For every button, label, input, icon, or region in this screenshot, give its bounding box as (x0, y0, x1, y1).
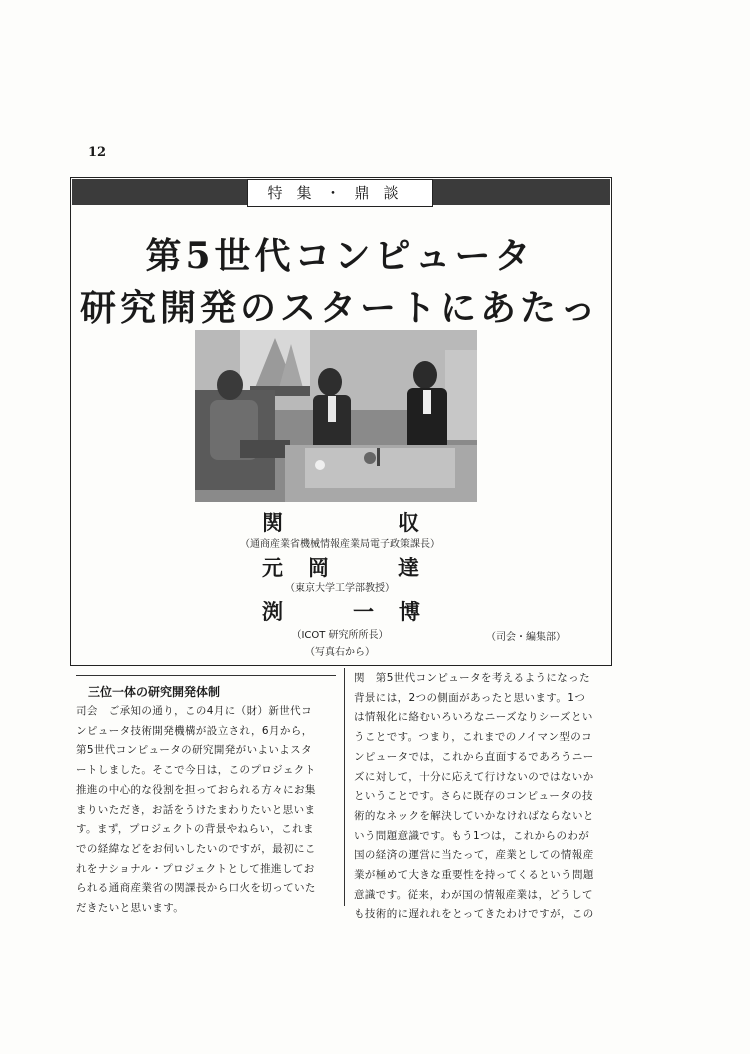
participant-3-surname: 渕 (262, 599, 285, 624)
participant-2-surname: 元 岡 (262, 555, 331, 580)
text-line: す。まず，プロジェクトの背景やねらい，これま (76, 823, 314, 836)
text-line: 業が極めて大きな重要性を持ってくるという問題 (354, 869, 594, 882)
column-divider (344, 668, 345, 906)
participant-1-surname: 関 (262, 510, 285, 535)
title-line-1: 第5世代コンピュータ (145, 235, 535, 277)
participant-2-affiliation: （東京大学工学部教授） (285, 583, 395, 594)
left-column-text (76, 702, 316, 919)
text-line: での経緯などをお伺いしたいのですが，最初にこ (76, 842, 316, 855)
text-line: 第5世代コンピュータの研究開発がいよいよスタ (76, 744, 312, 757)
group-photo (195, 330, 477, 502)
text-line: ということです。さらに既存のコンピュータの技 (354, 790, 593, 803)
text-line: 司会 ご承知の通り，この4月に（財）新世代コ (76, 705, 312, 717)
text-line: ズに対して，十分に応えて行けないのではないか (354, 770, 594, 783)
text-line: も技術的に遅れれをとってきたわけですが，この (354, 908, 594, 921)
moderator-note: （司会・編集部） (486, 632, 566, 643)
text-line: 術的なネックを解決していかなければならないと (354, 809, 594, 822)
text-line: 推進の中心的な役割を担っておられる方々にお集 (76, 783, 316, 796)
section-heading: 三位一体の研究開発体制 (88, 685, 221, 699)
participant-2-given-name: 達 (398, 555, 421, 580)
participant-3-affiliation: （ICOT 研究所所長） (291, 630, 389, 641)
participant-1-affiliation: （通商産業省機械情報産業局電子政策課長） (240, 539, 440, 550)
right-column-text (354, 669, 594, 925)
title-line-2: 研究開発のスタートにあたっ (80, 287, 601, 329)
text-line: られる通商産業省の関課長から口火を切っていた (76, 882, 316, 895)
text-line: ートしました。そこで今日は，このプロジェクト (76, 764, 316, 777)
left-column-top-rule (76, 675, 336, 676)
text-line: だきたいと思います。 (76, 902, 185, 915)
text-line: うことです。つまり，これまでのノイマン型のコ (354, 731, 593, 744)
text-line: れをナショナル・プロジェクトとして推進してお (76, 862, 315, 875)
text-line: まりいただき，お話をうけたまわりたいと思いま (76, 803, 316, 816)
text-line: いう問題意識です。もう1つは，これからのわが (354, 829, 590, 842)
text-line: 意識です。従来，わが国の情報産業は，どうして (354, 888, 593, 901)
page-number: 12 (88, 145, 107, 160)
photo-caption: （写真右から） (305, 647, 375, 658)
text-line: 国の経済の運営に当たって，産業としての情報産 (354, 849, 594, 862)
text-line: ンピュータ技術開発機構が設立され，6月から， (76, 724, 313, 737)
participant-3-given-name: 一 博 (353, 599, 422, 624)
text-line: 背景には，2つの側面があったと思います。1つ (354, 691, 586, 704)
text-line: ンピュータでは，これから直面するであろうニー (354, 750, 594, 763)
text-line: 関 第5世代コンピュータを考えるようになった (354, 672, 590, 684)
banner-label: 特集・鼎談 (247, 179, 433, 207)
participant-1-given-name: 収 (398, 510, 421, 535)
text-line: は情報化に絡むいろいろなニーズなりシーズとい (354, 711, 593, 724)
